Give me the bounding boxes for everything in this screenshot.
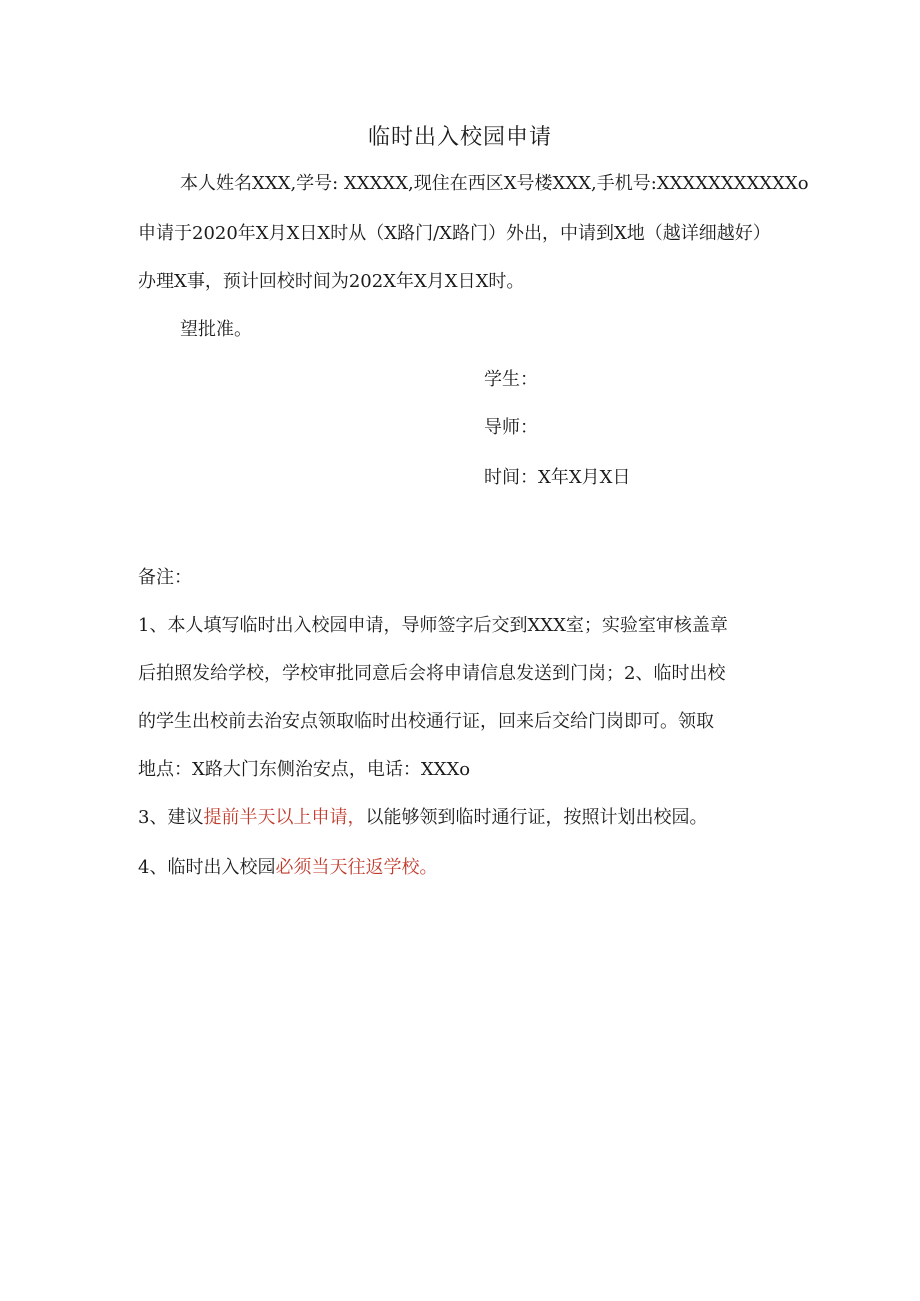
notes-heading: 备注： [138, 567, 192, 588]
note-1-line-2: 后拍照发给学校，学校审批同意后会将申请信息发送到门岗；2、临时出校 [138, 663, 726, 684]
note-1-line-3: 的学生出校前去治安点领取临时出校通行证，回来后交给门岗即可。领取 [138, 711, 714, 732]
note-3-prefix: 3、建议 [138, 807, 204, 828]
body-line-2: 申请于2020年X月X日X时从（X路门/X路门）外出，中请到X地（越详细越好） [138, 223, 771, 244]
note-4-highlight: 必须当天往返学校。 [275, 857, 438, 878]
note-4-prefix: 4、临时出入校园 [138, 857, 276, 878]
note-1-line-1: 1、本人填写临时出入校园申请，导师签字后交到XXX室；实验室审核盖章 [138, 615, 728, 636]
note-3 [138, 806, 707, 830]
body-line-1: 本人姓名XXX,学号: XXXXX,现住在西区X号楼XXX,手机号:XXXXXXXXXXXo [180, 173, 809, 194]
advisor-signature-label: 导师： [484, 417, 538, 438]
document-title: 临时出入校园申请 [367, 125, 552, 150]
body-line-3: 办理X事，预计回校时间为202X年X月X日X时。 [138, 271, 525, 292]
note-4 [138, 856, 437, 880]
student-signature-label: 学生： [484, 369, 538, 390]
note-1-line-4: 地点：X路大门东侧治安点，电话：XXXo [138, 759, 471, 780]
note-3-suffix: 以能够领到临时通行证，按照计划出校园。 [365, 807, 708, 828]
approval-request: 望批准。 [180, 319, 252, 340]
signature-date: 时间：X年X月X日 [484, 467, 631, 488]
note-3-highlight: 提前半天以上申请， [203, 807, 366, 828]
